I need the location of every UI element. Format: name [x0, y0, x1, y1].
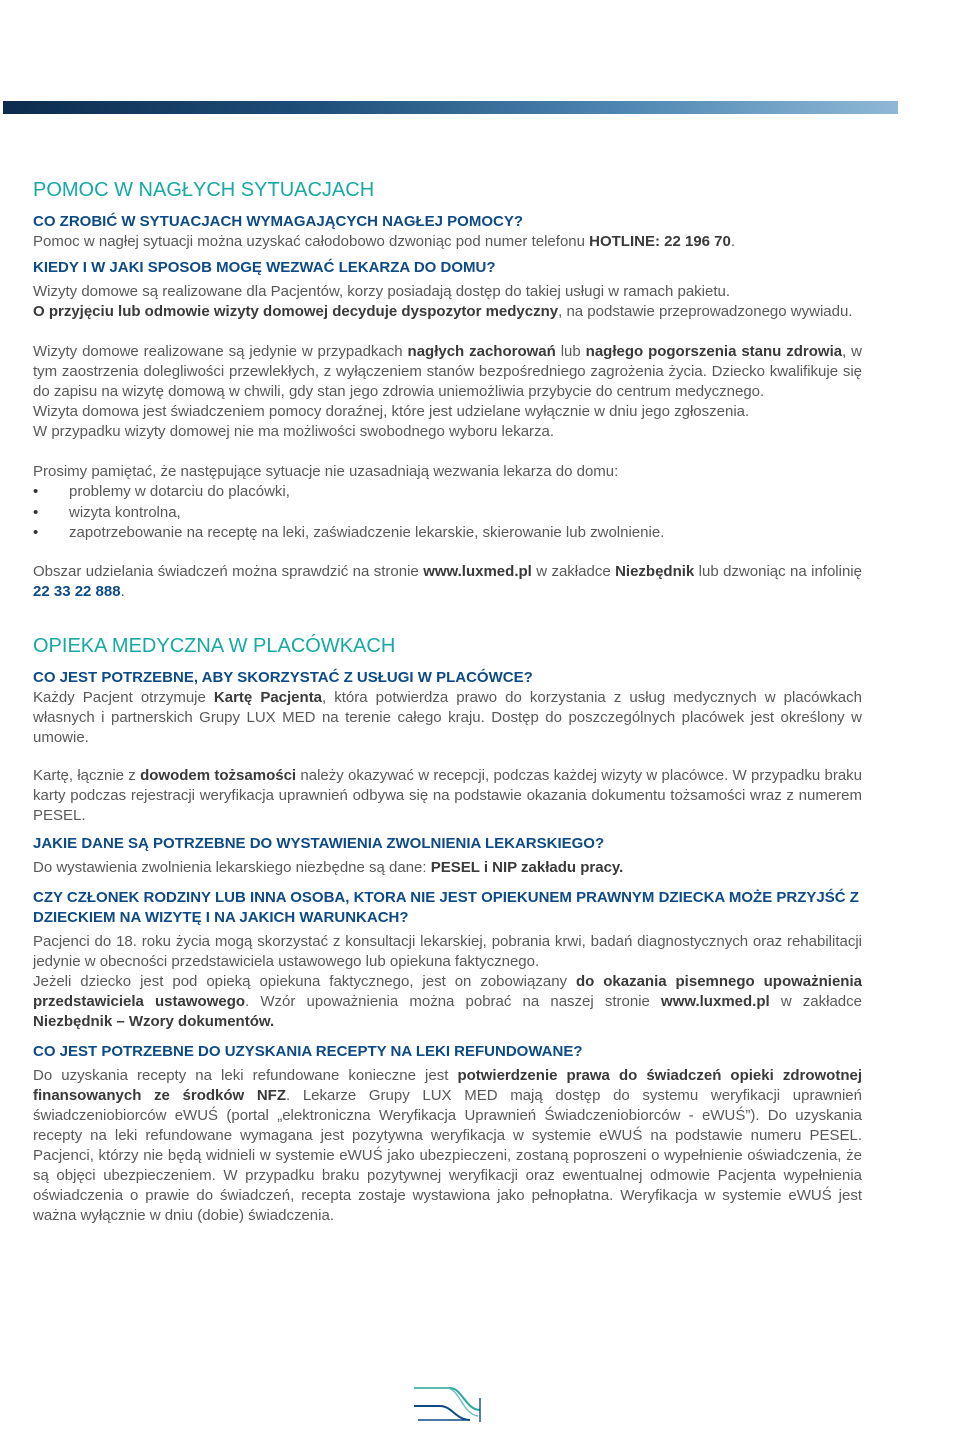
paragraph-patient-card: Każdy Pacjent otrzymuje Kartę Pacjenta, która potwierdza prawo do korzystania z usług medycznych w placówkach własnych i partnerskich Grupy LUX MED na terenie całego kraju. Dostęp do poszczególnych placówek jest określony w umowie.	[33, 688, 862, 746]
question-home-visit: KIEDY I W JAKI SPOSOB MOGĘ WEZWAĆ LEKARZA DO DOMU?	[33, 259, 496, 276]
paragraph-sick-leave-data: Do wystawienia zwolnienia lekarskiego niezbędne są dane: PESEL i NIP zakładu pracy.	[33, 858, 624, 876]
question-child-guardian: CZY CZŁONEK RODZINY LUB INNA OSOBA, KTORA NIE JEST OPIEKUNEM PRAWNYM DZIECKA MOŻE PRZYJŚĆ Z DZIECKIEM NA WIZYTĘ I NA JAKICH WARUNKACH?	[33, 888, 859, 926]
bullet-list	[33, 482, 862, 544]
paragraph-no-doctor-choice: W przypadku wizyty domowej nie ma możliwości swobodnego wyboru lekarza.	[33, 423, 555, 440]
website-link[interactable]: www.luxmed.pl	[661, 992, 770, 1010]
section-title-emergency: POMOC W NAGŁYCH SYTUACJACH	[33, 179, 375, 201]
document-body	[33, 178, 862, 1226]
paragraph-home-visit-scope: Wizyty domowe są realizowane dla Pacjentów, korzy posiadają dostęp do takiej usługi w ramach pakietu.	[33, 283, 731, 300]
hotline-number: HOTLINE: 22 196 70	[589, 233, 731, 250]
question-sick-leave: JAKIE DANE SĄ POTRZEBNE DO WYSTAWIENIA ZWOLNIENIA LEKARSKIEGO?	[33, 834, 605, 852]
list-item: • wizyta kontrolna,	[33, 503, 862, 524]
list-item: • zapotrzebowanie na receptę na leki, zaświadczenie lekarskie, skierowanie lub zwolnienie.	[33, 523, 862, 544]
website-link[interactable]: www.luxmed.pl	[423, 562, 532, 580]
infoline-number[interactable]: 22 33 22 888	[33, 582, 121, 600]
question-facility-requirements: CO JEST POTRZEBNE, ABY SKORZYSTAĆ Z USŁUGI W PLACÓWCE?	[33, 668, 533, 686]
luxmed-wave-logo-icon	[412, 1384, 482, 1424]
paragraph-ewus: Do uzyskania recepty na leki refundowane konieczne jest potwierdzenie prawa do świadczeń opieki zdrowotnej finansowanych ze środków NFZ. Lekarze Grupy LUX MED mają dostęp do systemu weryfikacji uprawnień świadczeniobiorców eWUŚ (portal „elektroniczna Weryfikacja Uprawnień Świadczeniobiorców - eWUŚ”). Do uzyskania recepty na leki refundowane wymagana jest pozytywna weryfikacja w systemie eWUŚ na podstawie numeru PESEL. Pacjenci, którzy nie będą widnieli w systemie eWUŚ jako ubezpieczeni, zostaną poproszeni o wypełnienie oświadczenia, że są objęci ubezpieczeniem. W przypadku braku pozytywnej weryfikacji oraz ewentualnej odmowie Pacjenta wypełnienia oświadczenia o prawie do świadczeń, recepta zostaje wystawiona jako pełnopłatna. Weryfikacja w systemie eWUŚ jest ważna wyłącznie w dniu (dobie) świadczenia.	[33, 1066, 863, 1224]
paragraph-hotline: Pomoc w nagłej sytuacji można uzyskać całodobowo dzwoniąc pod numer telefonu HOTLINE: 22 196 70.	[33, 233, 736, 250]
paragraph-home-visit-conditions: Wizyty domowe realizowane są jedynie w przypadkach nagłych zachorowań lub nagłego pogorszenia stanu zdrowia, w tym zaostrzenia dolegliwości przewlekłych, z wyłączeniem stanów bezpośredniego zagrożenia życia. Dziecko kwalifikuje się do zapisu na wizytę domową w chwili, gdy stan jego zdrowia uniemożliwia przybycie do centrum medycznego.	[33, 343, 862, 400]
question-reimbursed-prescription: CO JEST POTRZEBNE DO UZYSKANIA RECEPTY NA LEKI REFUNDOWANE?	[33, 1042, 583, 1060]
section-title-facility-care: OPIEKA MEDYCZNA W PLACÓWKACH	[33, 634, 396, 657]
paragraph-authorization: Jeżeli dziecko jest pod opieką opiekuna faktycznego, jest on zobowiązany do okazania pisemnego upoważnienia przedstawiciela ustawowego. Wzór upoważnienia można pobrać na naszej stronie www.luxmed.pl w zakładce Niezbędnik – Wzory dokumentów.	[33, 972, 862, 1030]
paragraph-minors: Pacjenci do 18. roku życia mogą skorzystać z konsultacji lekarskiej, pobrania krwi, badań diagnostycznych oraz rehabilitacji jedynie w obecności przedstawiciela ustawowego lub opiekuna faktycznego.	[33, 932, 862, 970]
paragraph-urgent-help: Wizyta domowa jest świadczeniem pomocy doraźnej, które jest udzielane wyłącznie w dniu jego zgłoszenia.	[33, 403, 750, 420]
paragraph-service-area: Obszar udzielania świadczeń można sprawdzić na stronie www.luxmed.pl w zakładce Niezbędnik lub dzwoniąc na infolinię 22 33 22 888.	[33, 562, 862, 600]
header-gradient-bar	[3, 101, 898, 114]
paragraph-dispatcher: O przyjęciu lub odmowie wizyty domowej decyduje dyspozytor medyczny, na podstawie przeprowadzonego wywiadu.	[33, 303, 853, 320]
paragraph-reminder: Prosimy pamiętać, że następujące sytuacje nie uzasadniają wezwania lekarza do domu:	[33, 463, 619, 480]
list-item: • problemy w dotarciu do placówki,	[33, 482, 862, 503]
paragraph-identity: Kartę, łącznie z dowodem tożsamości należy okazywać w recepcji, podczas każdej wizyty w placówce. W przypadku braku karty podczas rejestracji weryfikacja uprawnień odbywa się na podstawie okazania dokumentu tożsamości wraz z numerem PESEL.	[33, 766, 863, 824]
question-emergency-help: CO ZROBIĆ W SYTUACJACH WYMAGAJĄCYCH NAGŁEJ POMOCY?	[33, 213, 524, 230]
